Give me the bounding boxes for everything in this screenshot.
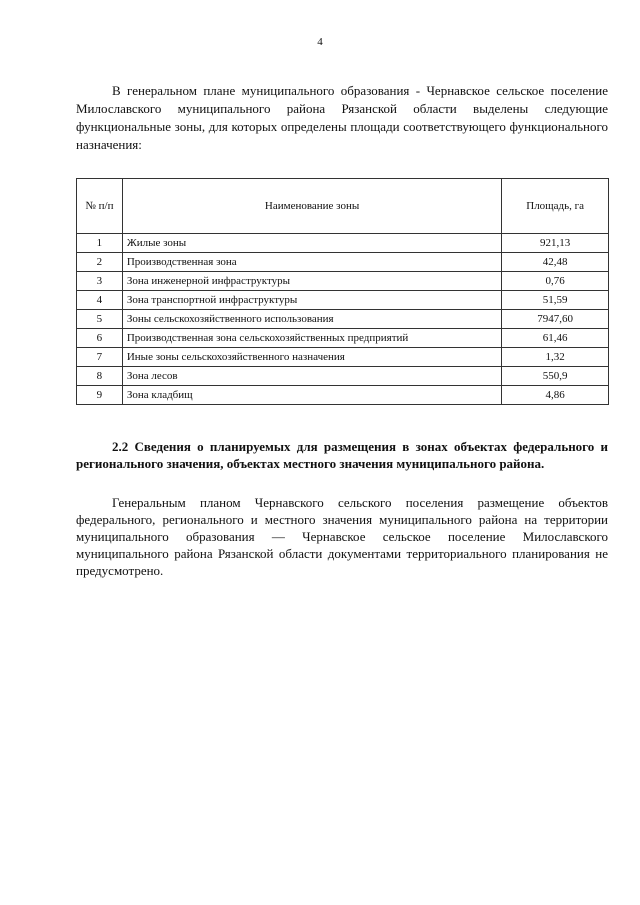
row-name: Зоны сельскохозяйственного использования xyxy=(122,310,501,329)
table-row xyxy=(77,310,609,329)
table-row xyxy=(77,234,609,253)
row-num: 7 xyxy=(77,348,123,367)
table-row xyxy=(77,386,609,405)
page-number: 4 xyxy=(317,36,323,48)
row-area: 921,13 xyxy=(502,234,609,253)
header-area: Площадь, га xyxy=(502,179,609,234)
row-num: 5 xyxy=(77,310,123,329)
table-row xyxy=(77,253,609,272)
zones-table xyxy=(76,178,609,405)
row-num: 4 xyxy=(77,291,123,310)
row-name: Зона инженерной инфраструктуры xyxy=(122,272,501,291)
row-area: 51,59 xyxy=(502,291,609,310)
row-name: Производственная зона сельскохозяйственных предприятий xyxy=(122,329,501,348)
row-area: 4,86 xyxy=(502,386,609,405)
row-name: Зона лесов xyxy=(122,367,501,386)
row-name: Зона транспортной инфраструктуры xyxy=(122,291,501,310)
table-row xyxy=(77,272,609,291)
section-heading: 2.2 Сведения о планируемых для размещения в зонах объектах федерального и регионального значения, объектах местного значения муниципального района. xyxy=(76,439,608,471)
row-area: 550,9 xyxy=(502,367,609,386)
row-area: 61,46 xyxy=(502,329,609,348)
row-num: 6 xyxy=(77,329,123,348)
table-header-row xyxy=(77,179,609,234)
row-area: 7947,60 xyxy=(502,310,609,329)
table-row xyxy=(77,291,609,310)
table-row xyxy=(77,329,609,348)
table-row xyxy=(77,348,609,367)
row-num: 2 xyxy=(77,253,123,272)
row-area: 42,48 xyxy=(502,253,609,272)
row-name: Зона кладбищ xyxy=(122,386,501,405)
row-area: 0,76 xyxy=(502,272,609,291)
intro-paragraph: В генеральном плане муниципального образования - Чернавское сельское поселение Милославского муниципального района Рязанской области выделены следующие функциональные зоны, для которых определены площади соответствующего функционального назначения: xyxy=(76,83,608,152)
row-area: 1,32 xyxy=(502,348,609,367)
table-row xyxy=(77,367,609,386)
row-num: 1 xyxy=(77,234,123,253)
row-num: 8 xyxy=(77,367,123,386)
header-name: Наименование зоны xyxy=(122,179,501,234)
row-num: 3 xyxy=(77,272,123,291)
header-num: № п/п xyxy=(77,179,123,234)
row-num: 9 xyxy=(77,386,123,405)
row-name: Жилые зоны xyxy=(122,234,501,253)
row-name: Иные зоны сельскохозяйственного назначения xyxy=(122,348,501,367)
section-body-paragraph: Генеральным планом Чернавского сельского поселения размещение объектов федерального, регионального и местного значения муниципального района на территории муниципального образования — Чернавское сельское поселение Милославского муниципального района Рязанской области документами территориального планирования не предусмотрено. xyxy=(76,495,608,578)
row-name: Производственная зона xyxy=(122,253,501,272)
